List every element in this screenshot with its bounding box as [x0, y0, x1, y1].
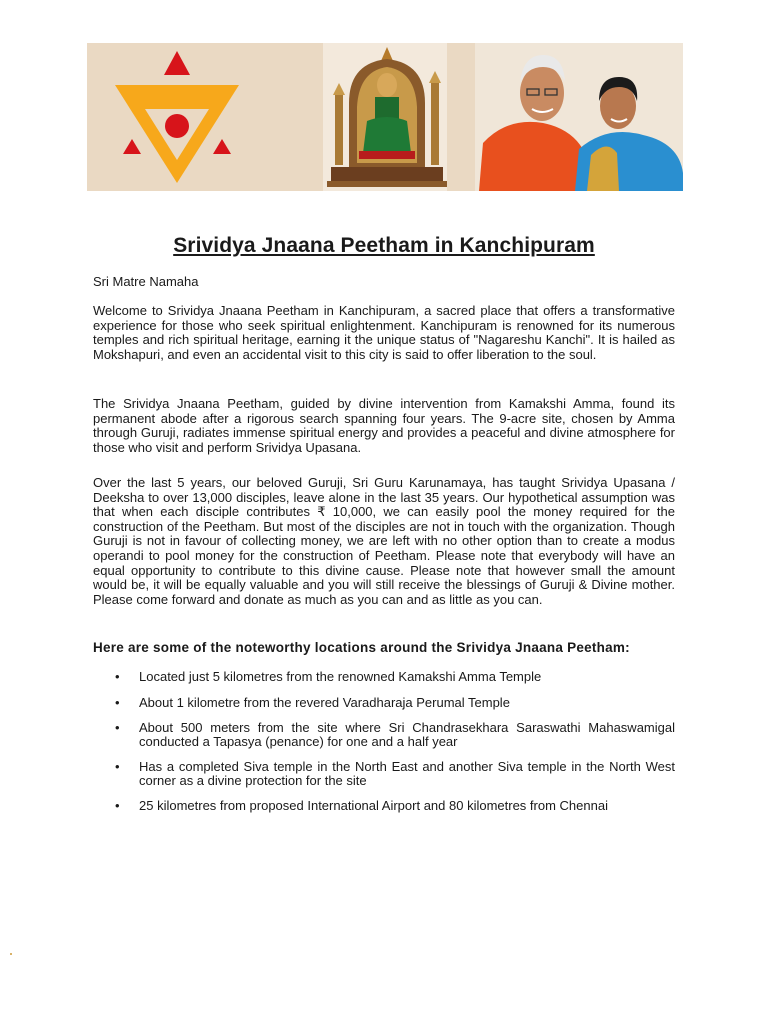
goddess-idol-image: [323, 43, 447, 191]
bullet-icon: •: [115, 669, 120, 684]
locations-heading: Here are some of the noteworthy locations around the Srividya Jnaana Peetham:: [93, 640, 630, 655]
list-item: [93, 799, 675, 813]
triangle-yantra-logo: [115, 51, 239, 183]
list-item-text: About 500 meters from the site where Sri Chandrasekhara Saraswathi Mahaswamigal conducted a Tapasya (penance) for one and a half year: [139, 720, 675, 749]
list-item: [93, 760, 675, 787]
header-banner: [87, 43, 683, 191]
page-speck: [10, 953, 12, 955]
bullet-icon: •: [115, 694, 120, 710]
banner-artwork: [87, 43, 683, 191]
list-item: [93, 670, 675, 684]
list-item-text: About 1 kilometre from the revered Varadharaja Perumal Temple: [139, 694, 510, 710]
list-item-text: Has a completed Siva temple in the North East and another Siva temple in the North West corner as a divine protection for the site: [139, 759, 675, 788]
peetham-paragraph: The Srividya Jnaana Peetham, guided by divine intervention from Kamakshi Amma, found its permanent abode after a rigorous search spanning four years. The 9-acre site, chosen by Amma through Guruji, radiates immense spiritual energy and provides a peaceful and divine atmosphere for those who visit and perform Srividya Upasana.: [93, 396, 675, 455]
page-title: Srividya Jnaana Peetham in Kanchipuram: [173, 234, 595, 257]
locations-list: [93, 670, 675, 825]
intro-paragraph: Welcome to Srividya Jnaana Peetham in Kanchipuram, a sacred place that offers a transformative experience for those who seek spiritual enlightenment. Kanchipuram is renowned for its numerous temples and rich spiritual heritage, earning it the unique status of "Nagareshu Kanchi". It is hailed as Mokshapuri, and even an accidental visit to this city is said to offer liberation to the soul.: [93, 303, 675, 362]
list-item-text: Located just 5 kilometres from the renowned Kamakshi Amma Temple: [139, 669, 542, 684]
salutation: Sri Matre Namaha: [93, 274, 199, 289]
bullet-icon: •: [115, 759, 120, 774]
guru-couple-photo: [475, 43, 683, 191]
list-item: [93, 721, 675, 748]
bullet-icon: •: [115, 720, 120, 735]
bullet-icon: •: [115, 798, 120, 813]
donation-paragraph: Over the last 5 years, our beloved Guruji, Sri Guru Karunamaya, has taught Srividya Upasana / Deeksha to over 13,000 disciples, leave alone in the last 35 years. Our hypothetical assumption was that when each disciple contributes ₹ 10,000, we can easily pool the money required for the construction of the Peetham. But most of the disciples are not in touch with the organization. Though Guruji is not in favour of collecting money, we are left with no other option than to create a modus operandi to pool money for the construction of Peetham. Please note that everybody will have an equal opportunity to contribute to this divine cause. Please note that however small the amount would be, it will be equally valuable and you will still receive the blessings of Guruji & Divine mother. Please come forward and donate as much as you can and as little as you can.: [93, 475, 675, 607]
list-item-text: 25 kilometres from proposed International Airport and 80 kilometres from Chennai: [139, 798, 608, 813]
list-item: [93, 696, 675, 710]
